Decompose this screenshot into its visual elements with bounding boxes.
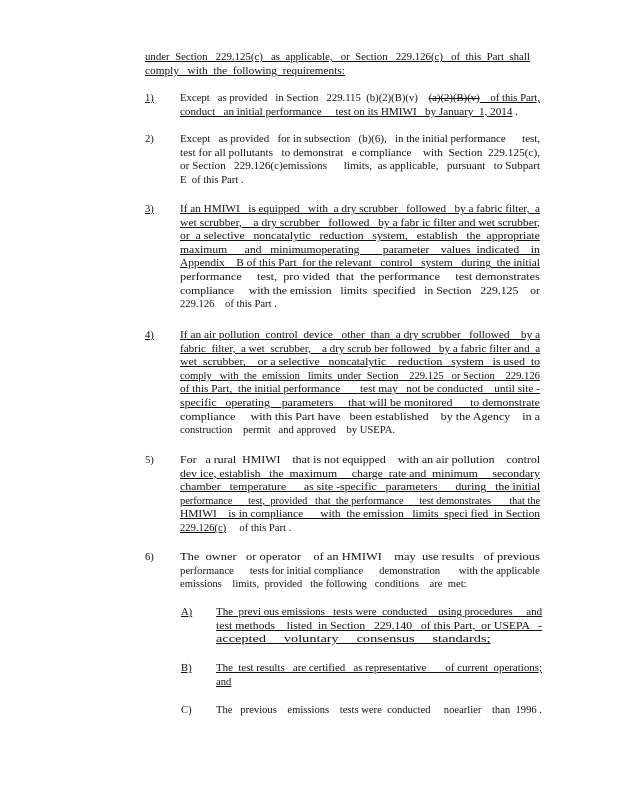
item-line xyxy=(180,344,540,356)
text-run: emissions limits, provided the following conditions are met: xyxy=(180,579,467,591)
item-line xyxy=(180,258,540,270)
text-run: accepted voluntary consensus standards; xyxy=(216,634,491,646)
text-run: The test results are certified as representative of current operations; xyxy=(216,663,543,674)
subitem-letter: C) xyxy=(181,705,192,716)
item-line xyxy=(180,469,540,481)
text-run: construction permit and approved by USEPA. xyxy=(180,425,395,437)
text-run: For a rural HMIWI that is not equipped with an air pollution control xyxy=(180,455,541,466)
item-line xyxy=(180,148,540,160)
item-number: 1) xyxy=(145,93,154,104)
text-run: Appendix B of this Part for the relevant control system during the initial xyxy=(180,258,540,270)
text-run: wet scrubber, a dry scrubber followed by a fabr ic filter and wet scrubber, xyxy=(180,217,541,229)
text-run: and xyxy=(216,676,232,688)
text-run: . xyxy=(536,705,542,716)
text-run: Except as provided for in subsection (b)(6), in the initial performance test, xyxy=(180,134,541,145)
text-run: performance tests for initial compliance demonstration with the applicable xyxy=(180,565,540,577)
item-line xyxy=(180,357,540,369)
subitem-line xyxy=(216,663,542,675)
text-run: If an HMIWI is equipped with a dry scrubber followed by a fabric filter, a xyxy=(180,204,540,215)
text-run: comply with the emission limits under Section 229.125 or Section 229.126 xyxy=(180,370,540,382)
text-run: of this Part, xyxy=(479,93,541,104)
text-run: If an air pollution control device other than a dry scrubber followed by a xyxy=(180,330,541,341)
subitem-line xyxy=(216,607,542,619)
item-line xyxy=(180,371,540,383)
item-line xyxy=(180,412,540,424)
subitem-letter: A) xyxy=(181,607,193,618)
subitem-line xyxy=(216,705,542,717)
text-run: 229.126 of this Part . xyxy=(180,299,277,311)
item-line xyxy=(180,509,540,521)
item-line xyxy=(180,107,518,119)
text-run: chamber temperature as site -specific parameters during the initial xyxy=(180,482,541,494)
text-run: E of this Part . xyxy=(180,174,244,186)
item-line xyxy=(180,552,540,564)
item-number: 5) xyxy=(145,455,154,466)
item-line xyxy=(180,482,540,494)
item-line xyxy=(180,496,540,508)
text-run: fabric filter, a wet scrubber, a dry scrub ber followed by a fabric filter and a xyxy=(180,343,541,355)
item-line xyxy=(180,398,540,410)
intro-line: under Section 229.125(c) as applicable, or Section 229.126(c) of this Part shall xyxy=(145,52,530,63)
text-run: or Section 229.126(c)emissions limits, as applicable, pursuant to Subpart xyxy=(180,161,541,173)
item-line xyxy=(180,272,540,284)
text-run: HMIWI is in compliance with the emission limits speci fied in Section xyxy=(180,509,541,521)
item-line xyxy=(180,523,291,535)
text-run: wet scrubber, or a selective noncatalytic reduction system is used to xyxy=(180,357,541,369)
item-number: 3) xyxy=(145,204,154,215)
text-run: performance test, provided that the performance test demonstrates that the xyxy=(180,495,541,507)
item-line xyxy=(180,204,540,216)
text-run: 229.126(c) xyxy=(180,523,227,534)
item-line xyxy=(180,231,540,243)
text-run: test methods listed in Section 229.140 of this Part, or USEPA - xyxy=(216,620,542,632)
text-run: conduct an initial performance test on its HMIWI by January 1, 2014 xyxy=(180,106,513,118)
text-run: The previous emissions tests were conducted noearlier than 1996 xyxy=(216,705,537,716)
item-line xyxy=(180,161,540,173)
text-run: maximum and minimumoperating parameter values indicated in xyxy=(180,244,540,256)
item-line xyxy=(180,93,540,105)
intro-line: comply with the following requirements: xyxy=(145,66,345,77)
text-run: compliance with the emission limits specified in Section 229.125 or xyxy=(180,285,540,297)
text-run: performance test, pro vided that the performance test demonstrates xyxy=(180,272,540,283)
item-line xyxy=(180,579,467,591)
subitem-line xyxy=(216,677,231,689)
item-line xyxy=(180,286,540,298)
item-line xyxy=(180,425,395,437)
text-run: of this Part . xyxy=(226,523,292,534)
text-run: dev ice, establish the maximum charge rate and minimum secondary xyxy=(180,468,540,480)
item-line xyxy=(180,218,540,230)
text-run: (a)(2)(B)(v) xyxy=(428,93,480,104)
item-number: 6) xyxy=(145,552,154,563)
subitem-line xyxy=(216,634,490,646)
item-line xyxy=(180,134,540,146)
item-number: 2) xyxy=(145,134,154,145)
text-run: . xyxy=(512,106,518,118)
text-run: of this Part, the initial performance test may not be conducted until site - xyxy=(180,384,540,396)
item-line xyxy=(180,455,540,467)
item-line xyxy=(180,330,540,342)
text-run: test for all pollutants to demonstrat e compliance with Section 229.125(c), xyxy=(180,147,541,159)
text-run: The owner or operator of an HMIWI may use results of previous xyxy=(180,552,540,563)
text-run: specific operating parameters that will be monitored to demonstrate xyxy=(180,398,540,409)
text-run: The previ ous emissions tests were conducted using procedures and xyxy=(216,607,543,618)
text-run: Except as provided in Section 229.115 (b)(2)(B)(v) xyxy=(180,93,429,104)
item-line xyxy=(180,245,540,257)
item-line xyxy=(180,175,244,187)
item-line xyxy=(180,566,540,578)
text-run: or a selective noncatalytic reduction system, establish the appropriate xyxy=(180,231,540,243)
subitem-letter: B) xyxy=(181,663,192,674)
item-line xyxy=(180,299,277,311)
item-line xyxy=(180,384,540,396)
text-run: compliance with this Part have been established by the Agency in a xyxy=(180,411,540,423)
item-number: 4) xyxy=(145,330,154,341)
subitem-line xyxy=(216,621,542,633)
